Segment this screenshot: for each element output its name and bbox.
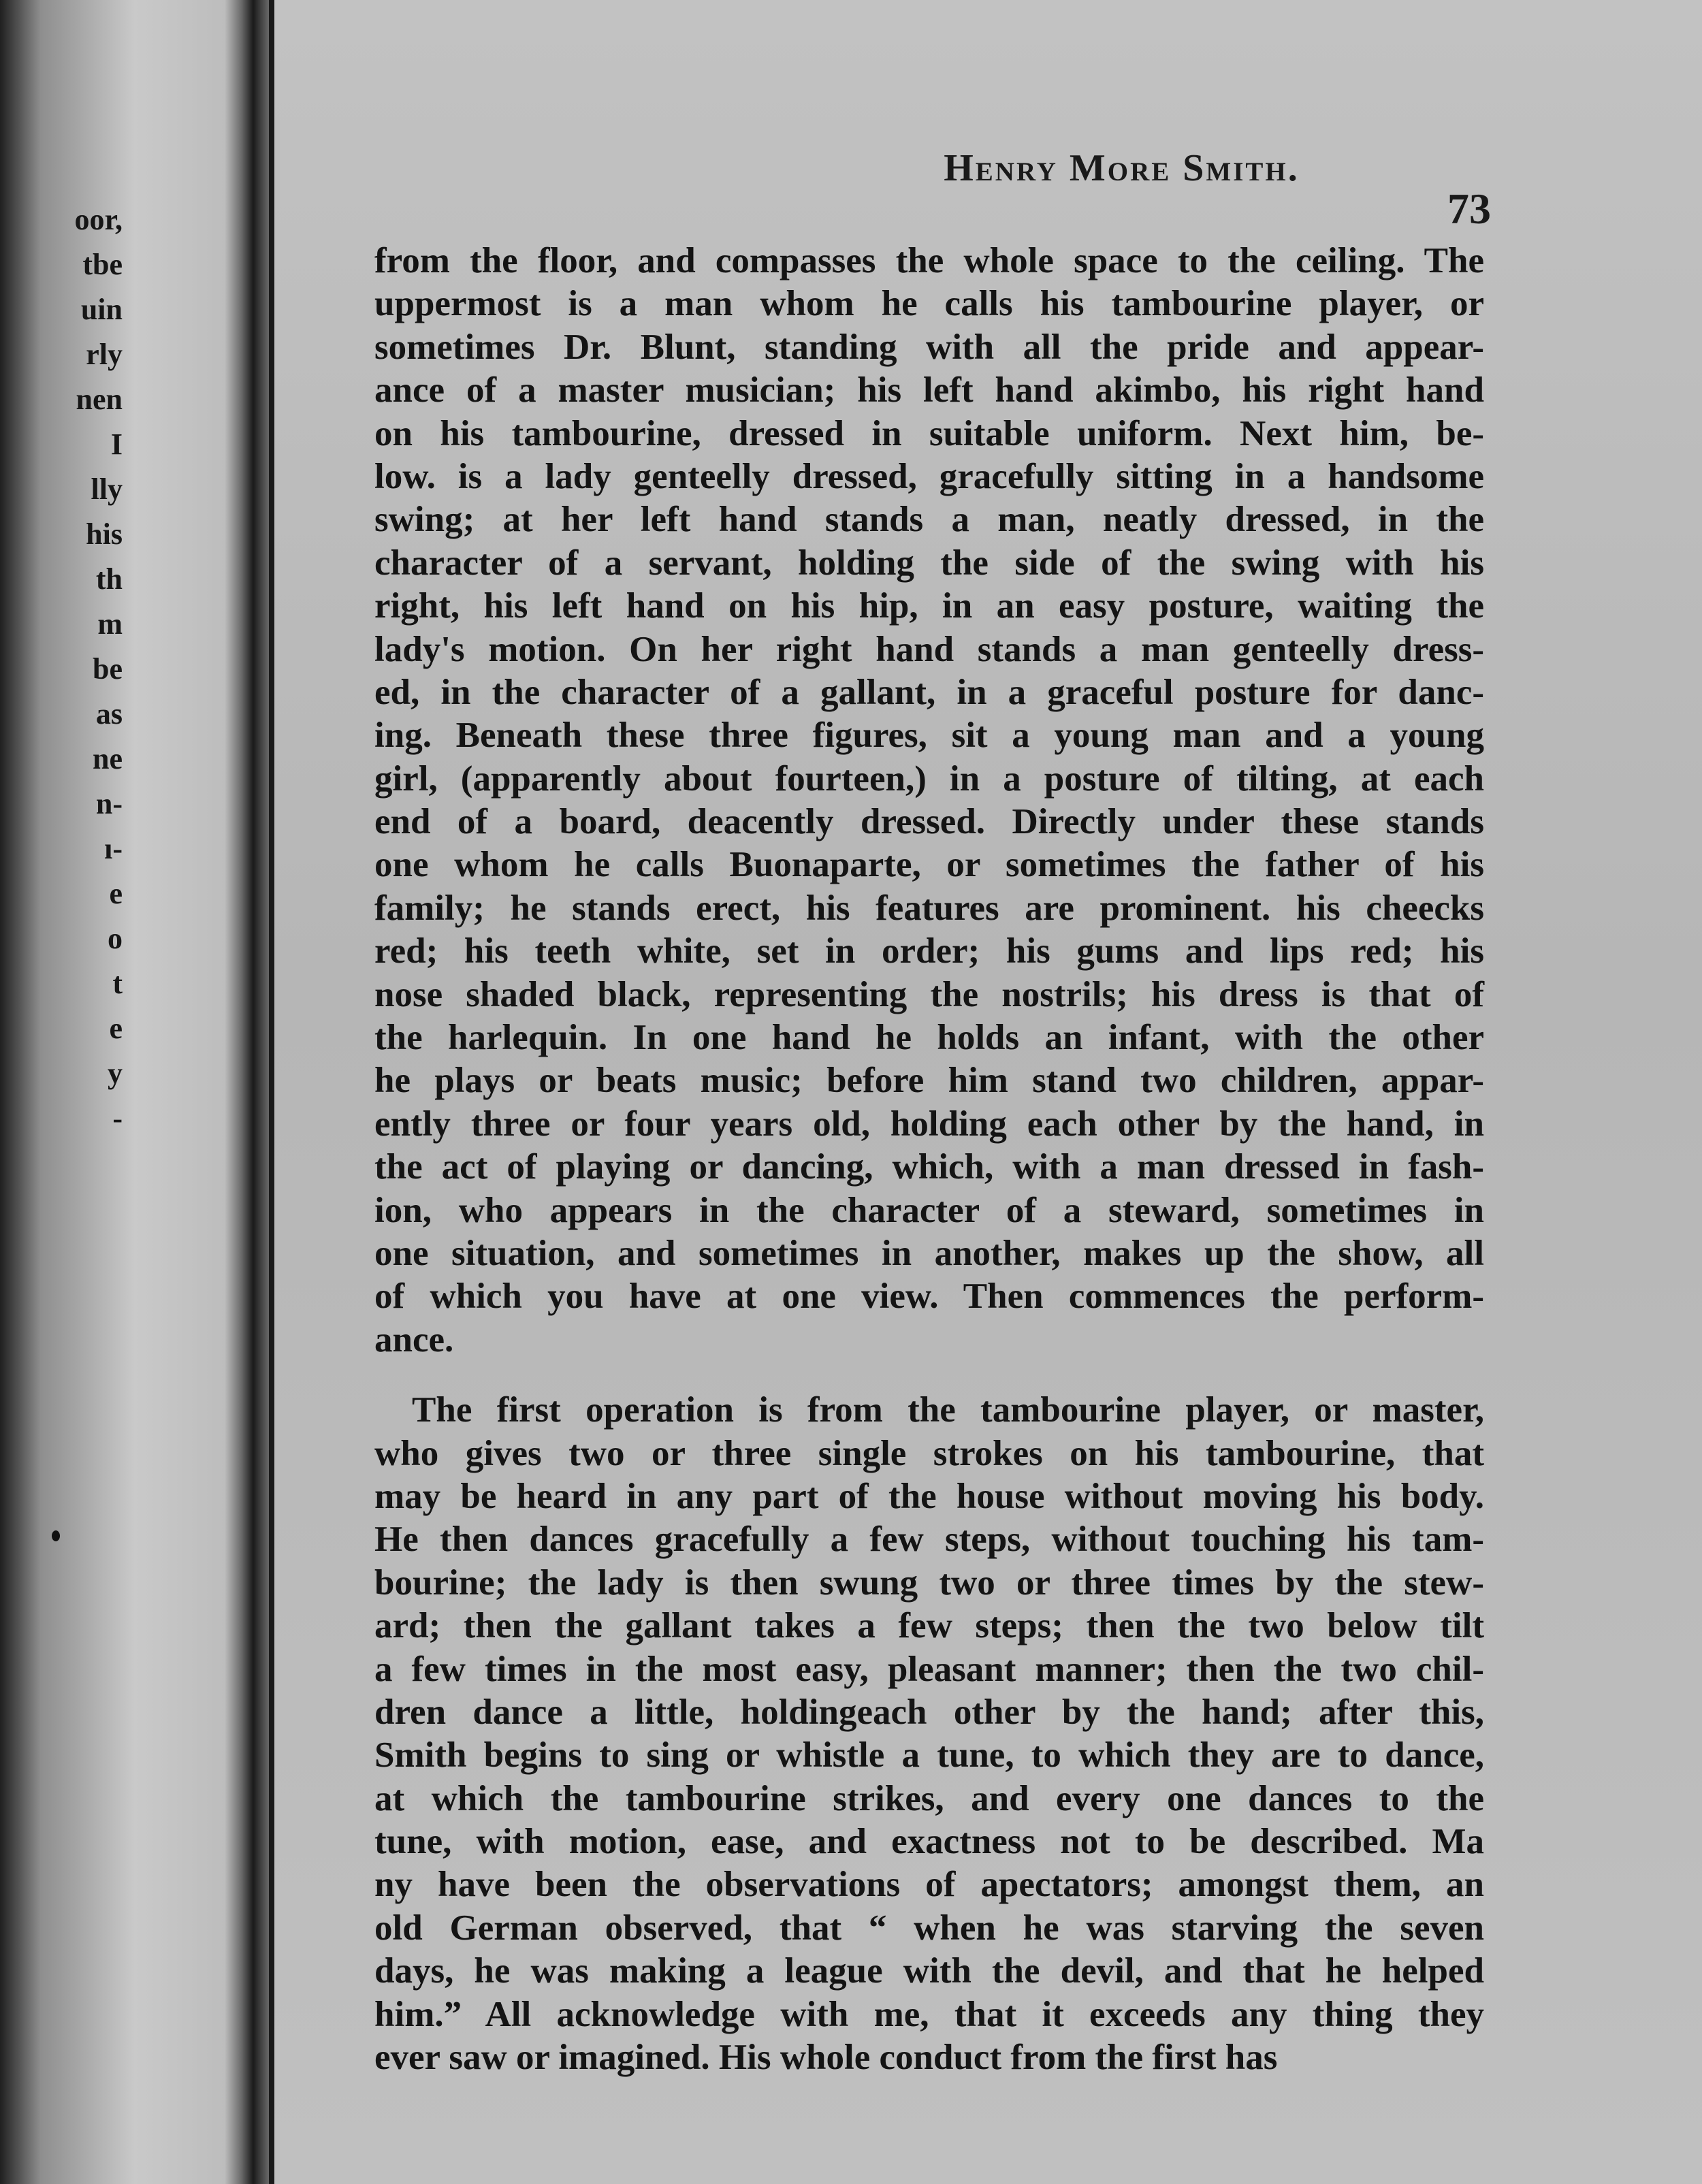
- text-line: The first operation is from the tambourine player, or master,: [412, 1390, 1484, 1430]
- left-page-edge: [0, 0, 225, 2184]
- body-text: [374, 240, 1484, 2079]
- left-page-fragment: tbe: [82, 248, 123, 281]
- text-line: on his tambourine, dressed in suitable uniform. Next him, be-: [374, 413, 1484, 453]
- text-line: sometimes Dr. Blunt, standing with all the pride and appear-: [374, 327, 1484, 367]
- text-line: character of a servant, holding the side of the swing with his: [374, 543, 1484, 583]
- text-line: ance.: [374, 1319, 454, 1360]
- left-page-fragment: oor,: [74, 203, 123, 236]
- text-line: nose shaded black, representing the nostrils; his dress is that of: [374, 974, 1484, 1014]
- left-page-fragment: -: [112, 1102, 123, 1135]
- left-page-fragment: I: [110, 428, 123, 461]
- left-page-fragment: y: [108, 1057, 123, 1090]
- text-line: ion, who appears in the character of a steward, sometimes in: [374, 1190, 1484, 1230]
- text-line: from the floor, and compasses the whole space to the ceiling. The: [374, 241, 1484, 280]
- left-page-fragment: be: [93, 652, 123, 686]
- left-page-fragment: ı-: [104, 832, 123, 865]
- left-page-fragment: uin: [80, 293, 123, 326]
- text-line: may be heard in any part of the house without moving his body.: [374, 1476, 1484, 1516]
- text-line: right, his left hand on his hip, in an easy posture, waiting the: [374, 586, 1484, 626]
- page-edge-shadow: [269, 0, 274, 2184]
- text-line: the act of playing or dancing, which, with a man dressed in fash-: [374, 1147, 1484, 1187]
- left-page-fragment: his: [86, 517, 123, 551]
- book-page: [269, 0, 1702, 2184]
- left-page-fragment: th: [95, 562, 123, 596]
- ink-mark: [52, 1530, 60, 1541]
- text-line: ing. Beneath these three figures, sit a young man and a young: [374, 716, 1484, 756]
- text-line: lady's motion. On her right hand stands a man genteelly dress-: [374, 629, 1484, 669]
- text-line: swing; at her left hand stands a man, neatly dressed, in the: [374, 500, 1484, 540]
- left-page-fragment: m: [97, 607, 123, 641]
- text-line: ed, in the character of a gallant, in a graceful posture for danc-: [374, 672, 1484, 712]
- left-page-fragment: o: [108, 922, 123, 955]
- paragraph-gap: [374, 1362, 1484, 1389]
- text-line: bourine; the lady is then swung two or three times by the stew-: [374, 1562, 1484, 1603]
- left-page-fragment: e: [109, 1012, 123, 1045]
- text-line: days, he was making a league with the devil, and that he helped: [374, 1951, 1484, 1991]
- text-line: low. is a lady genteelly dressed, gracefully sitting in a handsome: [374, 456, 1484, 496]
- text-line: ny have been the observations of apectators; amongst them, an: [374, 1865, 1484, 1905]
- text-line: ance of a master musician; his left hand akimbo, his right hand: [374, 370, 1484, 411]
- page-number: 73: [1447, 184, 1491, 233]
- left-page-fragment: as: [95, 697, 123, 730]
- text-line: at which the tambourine strikes, and every one dances to the: [374, 1778, 1484, 1818]
- book-gutter: [225, 0, 272, 2184]
- left-page-fragment: n-: [95, 787, 123, 820]
- text-line: uppermost is a man whom he calls his tambourine player, or: [374, 284, 1484, 324]
- text-line: ever saw or imagined. His whole conduct from the first has: [374, 2038, 1278, 2078]
- text-line: a few times in the most easy, pleasant manner; then the two chil-: [374, 1649, 1484, 1689]
- text-line: He then dances gracefully a few steps, without touching his tam-: [374, 1520, 1484, 1560]
- text-line: dren dance a little, holdingeach other by the hand; after this,: [374, 1692, 1484, 1732]
- text-line: family; he stands erect, his features are prominent. his cheecks: [374, 888, 1484, 928]
- text-line: tune, with motion, ease, and exactness not to be described. Ma: [374, 1822, 1484, 1862]
- text-line: one situation, and sometimes in another, makes up the show, all: [374, 1233, 1484, 1273]
- running-title: Henry More Smith.: [944, 147, 1300, 189]
- left-page-fragments: [0, 197, 123, 1141]
- paragraph: [374, 1389, 1484, 2079]
- text-line: of which you have at one view. Then commences the perform-: [374, 1276, 1484, 1317]
- text-line: Smith begins to sing or whistle a tune, to which they are to dance,: [374, 1735, 1484, 1776]
- text-line: end of a board, deacently dressed. Directly under these stands: [374, 802, 1484, 842]
- text-line: ard; then the gallant takes a few steps; then the two below tilt: [374, 1606, 1484, 1646]
- text-line: he plays or beats music; before him stand two children, appar-: [374, 1061, 1484, 1101]
- left-page-fragment: lly: [91, 472, 123, 506]
- text-line: old German observed, that “ when he was starving the seven: [374, 1908, 1484, 1948]
- text-line: the harlequin. In one hand he holds an infant, with the other: [374, 1018, 1484, 1058]
- text-line: him.” All acknowledge with me, that it exceeds any thing they: [374, 1994, 1484, 2034]
- text-line: red; his teeth white, set in order; his gums and lips red; his: [374, 931, 1484, 971]
- left-page-fragment: nen: [76, 383, 123, 416]
- text-line: ently three or four years old, holding each other by the hand, in: [374, 1104, 1484, 1144]
- paragraph: [374, 240, 1484, 1362]
- text-line: girl, (apparently about fourteen,) in a posture of tilting, at each: [374, 758, 1484, 799]
- left-page-fragment: rly: [86, 338, 123, 371]
- text-line: one whom he calls Buonaparte, or sometimes the father of his: [374, 845, 1484, 885]
- left-page-fragment: ne: [93, 742, 123, 775]
- text-line: who gives two or three single strokes on his tambourine, that: [374, 1433, 1484, 1473]
- left-page-fragment: t: [112, 967, 123, 1000]
- left-page-fragment: e: [109, 877, 123, 910]
